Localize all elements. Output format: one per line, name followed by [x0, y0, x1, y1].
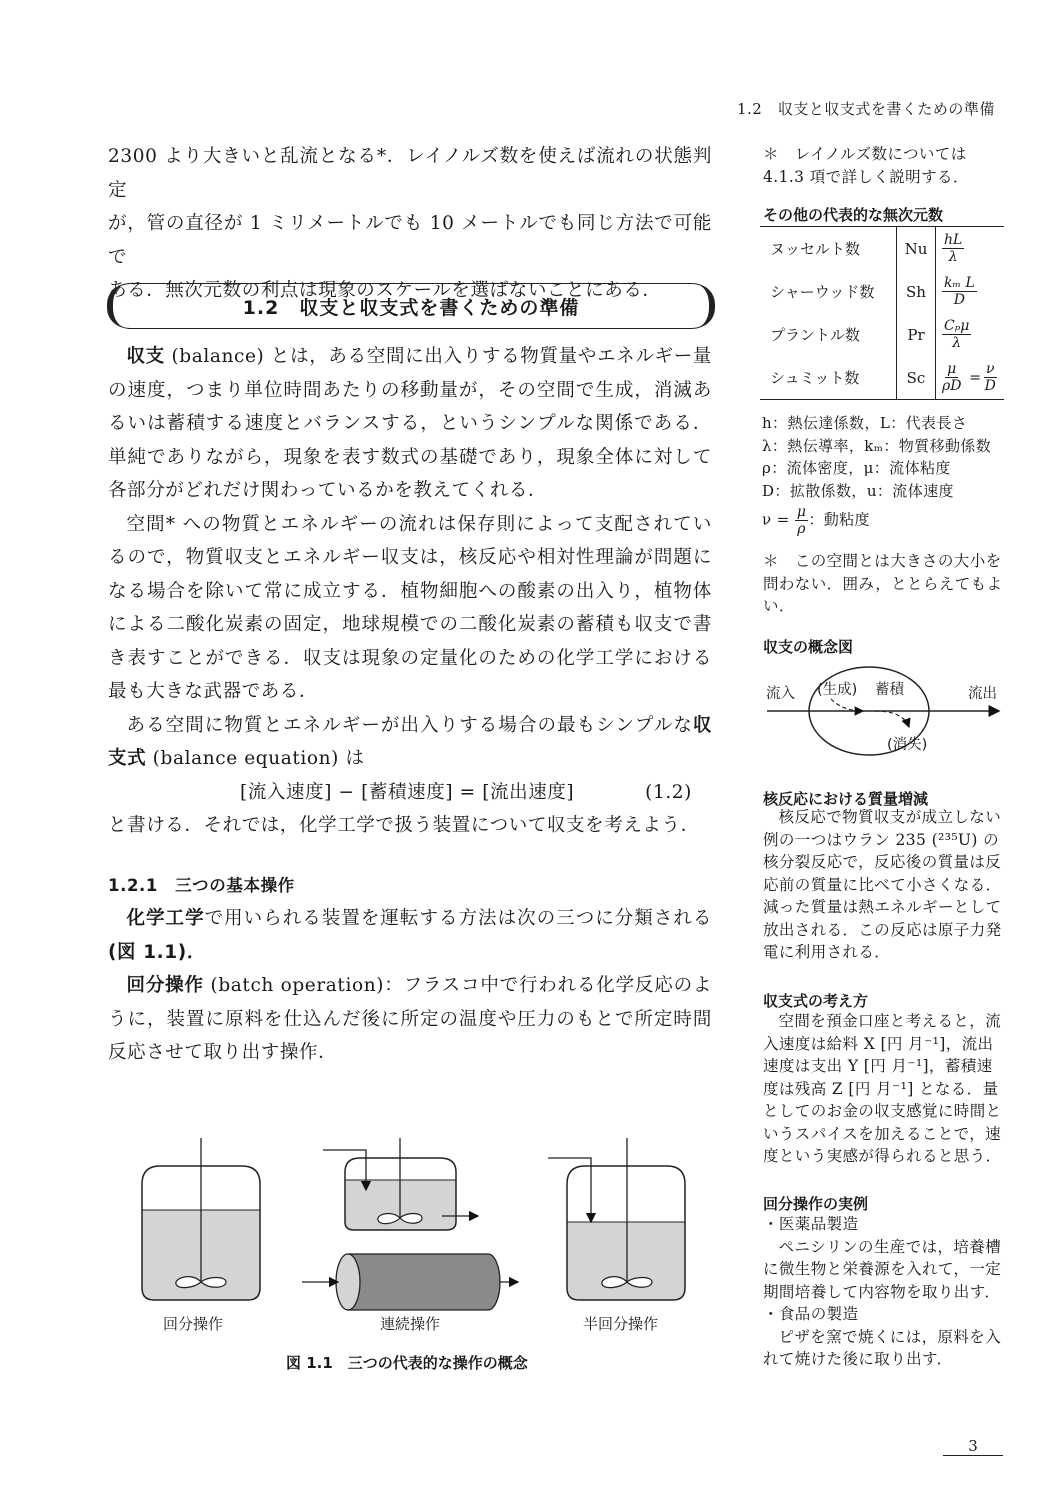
label-semibatch: 半回分操作 [583, 1315, 659, 1333]
label-batch: 回分操作 [163, 1315, 224, 1333]
running-header: 1.2 収支と収支式を書くための準備 [737, 100, 995, 118]
paragraph-conservation: 空間* への物質とエネルギーの流れは保存則によって支配されているので，物質収支とエネルギー収支は，核反応や相対性理論が問題になる場合を除いて常に成立する．植物細胞への酸素の出入り，植物体による二酸化炭素の固定，地球規模での二酸化炭素の蓄積も収支で書き表すことができる．収支は現象の定量化のための化学工学における最も大きな武器である． [108, 513, 712, 702]
section-title: 1.2 収支と収支式を書くための準備 [242, 296, 580, 319]
money-title: 収支式の考え方 [763, 992, 869, 1010]
nuclear-title: 核反応における質量増減 [763, 790, 929, 808]
equation-number: (1.2) [645, 781, 692, 803]
legend-line: ρ：流体密度，μ：流体粘度 [762, 459, 951, 477]
formula-denominator: ρ [797, 521, 806, 537]
batch-vessel [142, 1138, 260, 1300]
concept-outflow: 流出 [968, 686, 997, 702]
formula-numerator: Cₚμ [944, 318, 970, 334]
nuclear-text: 核反応で物質収支が成立しない例の一つはウラン 235 (²³⁵U) の核分裂反応で，反応後の質量は反応前の質量に比べて小さくなる．減った質量は熱エネルギーとして放出される．この反応は原子力発電に利用される． [763, 808, 1002, 961]
symbol-legend [762, 412, 1004, 537]
legend-nu-formula [795, 504, 809, 537]
dimless-symbol: Sh [897, 270, 936, 313]
formula-equals: = [969, 369, 981, 386]
figure-operations [130, 1130, 700, 1330]
formula-denominator: λ [948, 249, 958, 265]
dimensionless-table [760, 226, 1004, 400]
example-text: ペニシリンの生産では，培養槽に微生物と栄養源を入れて，一定期間培養して内容物を取り出す． [763, 1237, 1002, 1301]
page-number: 3 [943, 1437, 1003, 1456]
formula-denominator: D [953, 292, 966, 308]
legend-line: h：熱伝達係数，L：代表長さ [762, 414, 968, 432]
table-row [760, 313, 1004, 356]
term-batch-operation: 回分操作 [126, 975, 204, 996]
table-row [760, 270, 1004, 313]
continuous-tank [323, 1138, 478, 1230]
continuous-tube [302, 1254, 518, 1310]
formula-numerator: kₘ L [944, 275, 975, 291]
paragraph-conclusion: と書ける．それでは，化学工学で扱う装置について収支を考えよう． [108, 815, 700, 836]
paragraph-text: (balance equation) は [146, 748, 365, 769]
paragraph-text: ある空間に物質とエネルギーが出入りする場合の最もシンプルな [126, 714, 693, 736]
paragraph-balance [108, 340, 712, 508]
equation-row [108, 776, 712, 810]
concept-loss: (消失) [887, 737, 928, 753]
dimless-name: ヌッセルト数 [770, 240, 861, 258]
section-heading [108, 283, 714, 329]
dimless-formula [942, 275, 977, 308]
table-title: その他の代表的な無次元数 [763, 206, 944, 224]
intro-line: が，管の直径が 1 ミリメートルでも 10 メートルでも同じ方法で可能で [108, 213, 712, 268]
legend-line [762, 504, 1004, 537]
table-row [760, 356, 1004, 399]
term-balance: 収支 [126, 346, 165, 367]
label-continuous: 連続操作 [380, 1315, 441, 1333]
dimless-formula-2 [984, 361, 997, 394]
batch-examples-title: 回分操作の実例 [763, 1195, 869, 1213]
dimless-name: シャーウッド数 [770, 283, 875, 301]
figure-caption: 図 1.1 三つの代表的な操作の概念 [286, 1354, 528, 1372]
main-text [108, 340, 712, 1070]
example-heading: ・食品の製造 [763, 1305, 859, 1323]
dimless-symbol: Sc [897, 356, 936, 399]
equation: [流入速度] − [蓄積速度] = [流出速度] [240, 781, 575, 803]
legend-nu-label: ：動粘度 [808, 510, 870, 529]
dimless-formula [942, 318, 971, 351]
semibatch-vessel [548, 1138, 685, 1300]
formula-numerator: μ [947, 361, 957, 377]
dimless-formula [942, 361, 961, 394]
figure-reference: (図 1.1)． [108, 941, 206, 963]
concept-generation: (生成) [817, 682, 858, 698]
dimless-name: シュミット数 [770, 369, 860, 387]
subsection-title: 1.2.1 三つの基本操作 [108, 875, 295, 895]
legend-line: D：拡散係数，u：流体速度 [762, 481, 954, 500]
paragraph-operations [108, 902, 712, 969]
formula-denominator: λ [952, 335, 962, 351]
formula-denominator: D [984, 378, 996, 394]
concept-title: 収支の概念図 [763, 638, 854, 656]
term-balance-equation: 収支式 [108, 714, 712, 769]
concept-accumulation: 蓄積 [875, 682, 904, 698]
paragraph-batch [108, 969, 712, 1070]
legend-nu-lhs: ν = [762, 510, 790, 529]
paragraph-text: (batch operation)：フラスコ中で行われる化学反応のように，装置に原料を仕込んだ後に所定の温度や圧力のもとで所定時間反応させて取り出す操作． [108, 975, 713, 1063]
example-text: ピザを窯で焼くには，原料を入れて焼けた後に取り出す． [763, 1327, 1002, 1368]
sidenote-space: ＊ この空間とは大きさの大小を問わない．囲み，ととらえてもよい． [763, 552, 1003, 615]
dimless-symbol: Nu [897, 227, 936, 270]
table-row [760, 227, 1004, 270]
example-heading: ・医薬品製造 [763, 1215, 859, 1233]
formula-numerator: μ [796, 504, 807, 520]
legend-line: λ：熱伝導率，kₘ：物質移動係数 [762, 436, 992, 455]
dimless-formula [942, 232, 964, 265]
term-chemical-engineering: 化学工学 [126, 908, 205, 929]
intro-line: ある．無次元数の利点は現象のスケールを選ばないことにある． [108, 280, 662, 301]
paragraph-equation-intro [108, 709, 712, 776]
paragraph-text: で用いられる装置を運転する方法は次の三つに分類される [204, 908, 712, 929]
formula-numerator: ν [985, 361, 995, 377]
money-text: 空間を預金口座と考えると，流入速度は給料 X [円 月⁻¹]，流出速度は支出 Y [円 月⁻¹]，蓄積速度は残高 Z [円 月⁻¹] となる．量としてのお金の収支感覚に時間というスパイスを加えることで，速度という実感が得られると思う． [763, 1012, 1002, 1165]
formula-numerator: hL [944, 232, 963, 248]
sidenote-reynolds: ＊ レイノルズ数については 4.1.3 項で詳しく説明する． [763, 145, 969, 186]
intro-line: 2300 より大きいと乱流となる*．レイノルズ数を使えば流れの状態判定 [108, 146, 712, 201]
concept-inflow: 流入 [766, 686, 795, 702]
paragraph-text: (balance) とは，ある空間に出入りする物質量やエネルギー量の速度，つまり単位時間あたりの移動量が，その空間で生成，消滅あるいは蓄積する速度とバランスする，というシンプルな関係である．単純でありながら，現象を表す数式の基礎であり，現象全体に対して各部分がどれだけ関わっているかを教えてくれる． [108, 346, 713, 501]
dimless-symbol: Pr [897, 313, 936, 356]
batch-examples [763, 1213, 1003, 1371]
formula-denominator: ρD [942, 378, 962, 394]
dimless-name: プラントル数 [770, 326, 861, 344]
